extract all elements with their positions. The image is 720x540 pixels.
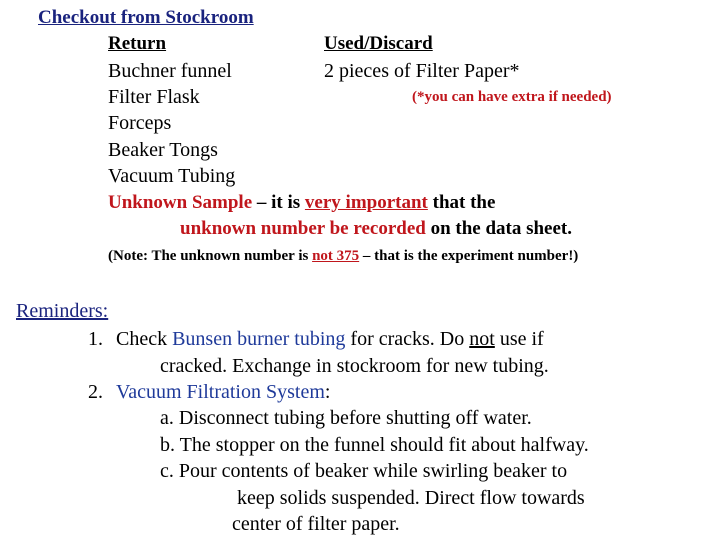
checkout-title: Checkout from Stockroom	[38, 7, 254, 28]
unknown-dash: – it is	[252, 192, 305, 213]
reminder-1-line1	[116, 329, 544, 349]
unknown-sample-line1	[108, 193, 495, 212]
used-item-filter-paper: 2 pieces of Filter Paper*	[324, 60, 520, 82]
reminder-1-line2: cracked. Exchange in stockroom for new tubing.	[160, 355, 549, 377]
return-item: Forceps	[108, 112, 172, 134]
reminder-2-colon: :	[324, 381, 331, 403]
return-item: Beaker Tongs	[108, 139, 218, 161]
reminder-1-number: 1.	[88, 328, 103, 350]
unknown-sample-label: Unknown Sample	[108, 192, 253, 213]
extra-paper-note: (*you can have extra if needed)	[412, 89, 612, 105]
do-not-text: not	[469, 328, 495, 350]
not-375-text: not 375	[312, 248, 360, 264]
very-important-text: very important	[304, 192, 428, 213]
reminder-2-title	[116, 382, 330, 402]
reminder-1-mid: for cracks. Do	[345, 328, 470, 350]
note-start: (Note: The unknown number is	[108, 248, 313, 264]
reminder-2-number: 2.	[88, 381, 103, 403]
return-header	[108, 34, 315, 53]
reminders-title: Reminders:	[16, 300, 109, 322]
unknown-number-note	[108, 249, 578, 264]
return-item: Filter Flask	[108, 86, 200, 108]
reminder-1-start: Check	[116, 328, 173, 350]
reminder-2c-line3: center of filter paper.	[232, 513, 400, 535]
unknown-sample-line2	[180, 219, 572, 238]
reminder-2c: c. Pour contents of beaker while swirling beaker to	[160, 460, 568, 482]
return-item: Vacuum Tubing	[108, 165, 236, 187]
unknown-after: that the	[427, 192, 496, 213]
note-end: – that is the experiment number!)	[359, 248, 579, 264]
return-header-label: Return	[108, 33, 167, 54]
reminder-2b: b. The stopper on the funnel should fit about halfway.	[160, 434, 589, 456]
used-discard-header: Used/Discard	[324, 33, 433, 54]
reminder-2a: a. Disconnect tubing before shutting off water.	[160, 407, 532, 429]
bunsen-tubing-text: Bunsen burner tubing	[172, 328, 346, 350]
reminder-1-end: use if	[494, 328, 544, 350]
data-sheet-text: on the data sheet.	[425, 218, 573, 239]
reminder-2c-line2: keep solids suspended. Direct flow towards	[237, 487, 585, 509]
return-item: Buchner funnel	[108, 60, 232, 82]
vacuum-filtration-text: Vacuum Filtration System	[116, 381, 325, 403]
unknown-number-recorded: unknown number be recorded	[180, 218, 426, 239]
